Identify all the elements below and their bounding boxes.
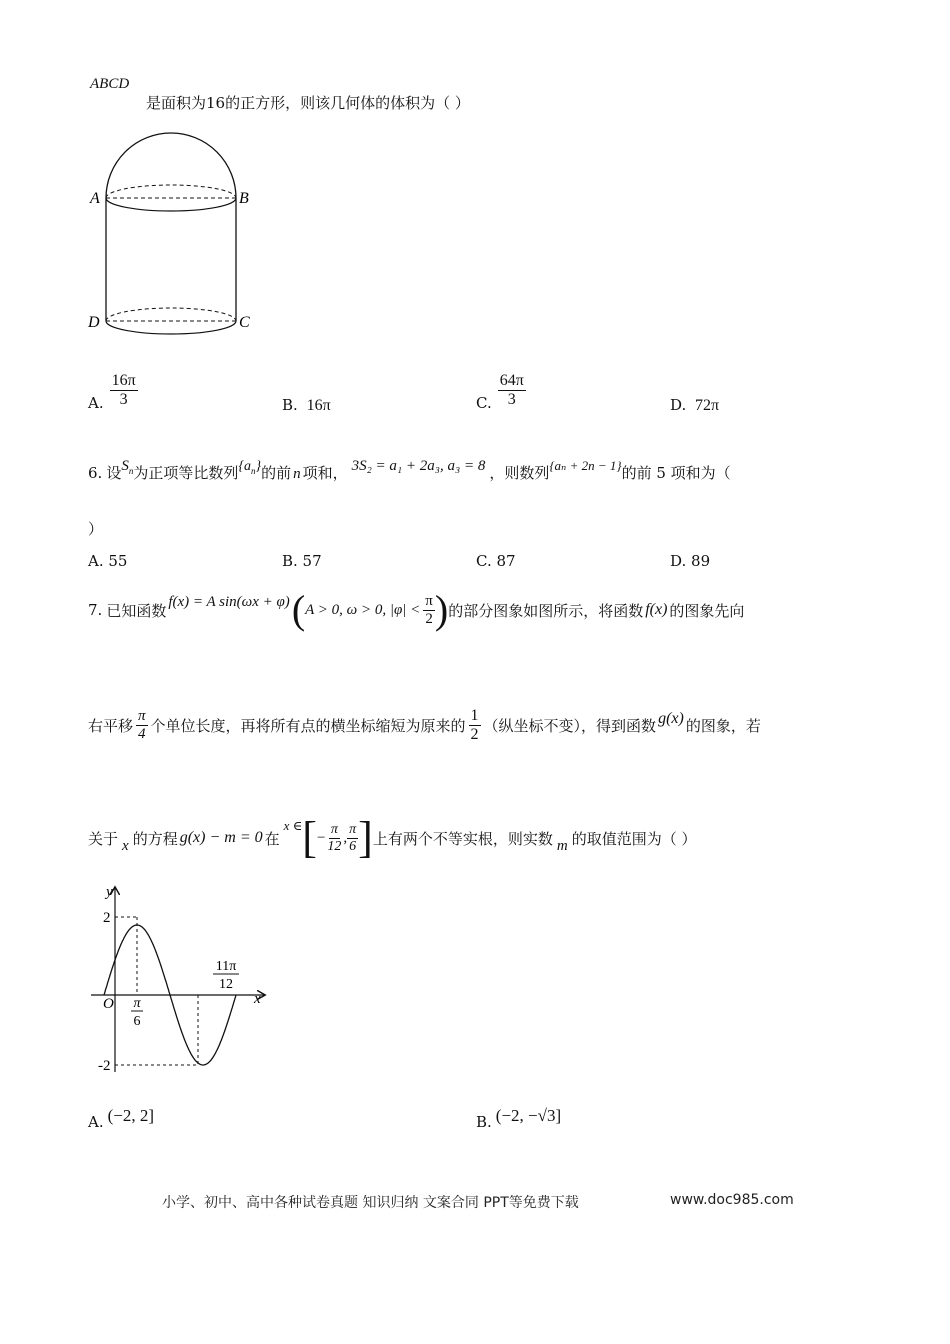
option-letter: B. — [282, 396, 298, 414]
fraction — [469, 707, 481, 743]
question-number: 6. — [88, 464, 103, 482]
top-ellipse-front — [106, 198, 236, 211]
q7-line3-text-4: 上有两个不等实根，则实数 — [372, 829, 553, 848]
q6-condition: 3S₂ = a₁ + 2a₃, a₃ = 8 — [351, 458, 486, 474]
option-letter: A. — [88, 1113, 104, 1131]
abcd-label: ABCD — [90, 76, 130, 92]
option-a[interactable] — [88, 368, 138, 412]
question-number: 7. — [88, 601, 103, 619]
x-symbol: x — [122, 837, 129, 854]
q6-close-paren: ） — [88, 520, 104, 538]
q6-text-4: 项和， — [302, 464, 348, 482]
q7-function: f(x) = A sin(ωx + φ) — [168, 593, 290, 610]
q7-equation: g(x) − m = 0 — [179, 829, 263, 846]
option-value: 72π — [695, 397, 720, 414]
y-min-label: -2 — [98, 1058, 111, 1074]
q6-text-1: 设 — [106, 464, 122, 482]
intro-text: 是面积为16的正方形，则该几何体的体积为（ ） — [146, 94, 470, 112]
numerator: π — [330, 822, 338, 838]
option-value: (−2, −√3] — [495, 1106, 562, 1125]
x-axis-label: x — [254, 991, 261, 1007]
q7-line3-text-1: 关于 — [88, 829, 119, 848]
minus-sign: − — [316, 829, 326, 846]
option-d[interactable] — [670, 396, 719, 415]
denominator: 3 — [507, 390, 516, 408]
question-7-line-3 — [88, 810, 696, 866]
fraction — [423, 593, 435, 627]
right-paren: ) — [434, 587, 449, 632]
q6-text-5: ，则数列 — [489, 464, 550, 482]
q7-line2-text-1: 右平移 — [88, 716, 134, 735]
sine-graph — [86, 882, 276, 1082]
origin-label: O — [103, 996, 114, 1012]
q7-line2-text-2: 个单位长度，再将所有点的横坐标缩短为原来的 — [150, 716, 466, 735]
q6-text-2: 为正项等比数列 — [133, 464, 239, 482]
top-ellipse-back — [106, 185, 236, 198]
numerator: 16π — [111, 371, 136, 389]
denominator: 12 — [327, 838, 342, 854]
fraction — [325, 822, 343, 854]
option-value: 16π — [306, 397, 331, 414]
fraction — [110, 372, 138, 408]
question-6 — [88, 458, 731, 484]
q6-option-a[interactable]: A. 55 — [88, 552, 128, 570]
q7-option-a[interactable] — [88, 1106, 155, 1132]
label-d: D — [88, 314, 100, 331]
q6-option-b[interactable]: B. 57 — [282, 552, 322, 570]
numerator: π — [425, 593, 433, 609]
q7-option-b[interactable] — [476, 1106, 562, 1132]
label-a: A — [90, 190, 100, 207]
fraction — [347, 822, 358, 854]
fx-symbol: f(x) — [645, 601, 668, 618]
question-7-line-2 — [88, 694, 761, 756]
q6-option-d[interactable]: D. 89 — [670, 552, 711, 570]
footer-url[interactable]: www.doc985.com — [670, 1192, 794, 1208]
q7-line2-text-3: （纵坐标不变），得到函数 — [483, 716, 657, 735]
q6-sequence: {aₙ + 2n − 1} — [549, 458, 622, 473]
y-axis-label: y — [106, 884, 113, 900]
solid-figure — [84, 128, 264, 348]
left-bracket: [ — [302, 813, 317, 862]
q7-text-3: 的图象先向 — [669, 601, 745, 620]
question-7-line-1 — [88, 584, 744, 636]
an-set: $\{a_n\}$ — [238, 459, 262, 476]
left-paren: ( — [291, 587, 306, 632]
q6-text-3: 的前 — [261, 464, 292, 482]
pi6-numerator: π — [133, 996, 141, 1011]
pi11-denominator: 12 — [219, 977, 233, 992]
bottom-ellipse-front — [106, 321, 236, 334]
y-max-label: 2 — [103, 910, 111, 926]
interval-prefix: x ∈ — [283, 818, 303, 833]
label-c: C — [239, 314, 250, 331]
denominator: 4 — [138, 725, 146, 742]
q7-line3-text-2: 的方程 — [132, 829, 178, 848]
option-value: (−2, 2] — [107, 1106, 155, 1125]
sn-symbol: $S_n$ — [121, 458, 134, 476]
option-c[interactable] — [476, 368, 526, 412]
option-letter: C. — [476, 394, 492, 412]
m-symbol: m — [556, 837, 568, 854]
option-letter: A. — [88, 394, 104, 412]
numerator: π — [349, 822, 357, 838]
pi11-numerator: 11π — [215, 959, 237, 974]
numerator: 64π — [499, 371, 524, 389]
pi6-denominator: 6 — [133, 1014, 141, 1029]
q7-line3-text-3: 在 — [264, 829, 280, 848]
q6-text-6: 的前 5 项和为（ — [621, 464, 731, 482]
option-letter: D. — [670, 396, 687, 414]
label-b: B — [239, 190, 249, 207]
footer-left-text: 小学、初中、高中各种试卷真题 知识归纳 文案合同 PPT等免费下载 — [162, 1195, 579, 1211]
denominator: 3 — [119, 390, 128, 408]
numerator: π — [138, 708, 146, 724]
denominator: 2 — [470, 725, 479, 743]
fraction — [136, 708, 148, 742]
q6-option-c[interactable]: C. 87 — [476, 552, 516, 570]
fraction — [498, 372, 526, 408]
option-letter: B. — [476, 1113, 492, 1131]
denominator: 6 — [349, 838, 357, 854]
gx-symbol: g(x) — [658, 710, 684, 727]
q7-text-2: 的部分图象如图所示，将函数 — [448, 601, 644, 620]
q7-line3-text-5: 的取值范围为（ ） — [571, 829, 697, 848]
numerator: 1 — [470, 706, 479, 724]
bottom-ellipse-back — [106, 308, 236, 321]
q7-text-1: 已知函数 — [106, 601, 167, 620]
n-symbol: n — [293, 466, 301, 482]
right-bracket: ] — [358, 813, 373, 862]
q7-condition: A > 0, ω > 0, |φ| < — [305, 601, 421, 618]
comma: , — [343, 829, 348, 846]
option-b[interactable] — [282, 396, 331, 415]
q7-line2-text-4: 的图象，若 — [685, 716, 761, 735]
denominator: 2 — [425, 610, 433, 627]
